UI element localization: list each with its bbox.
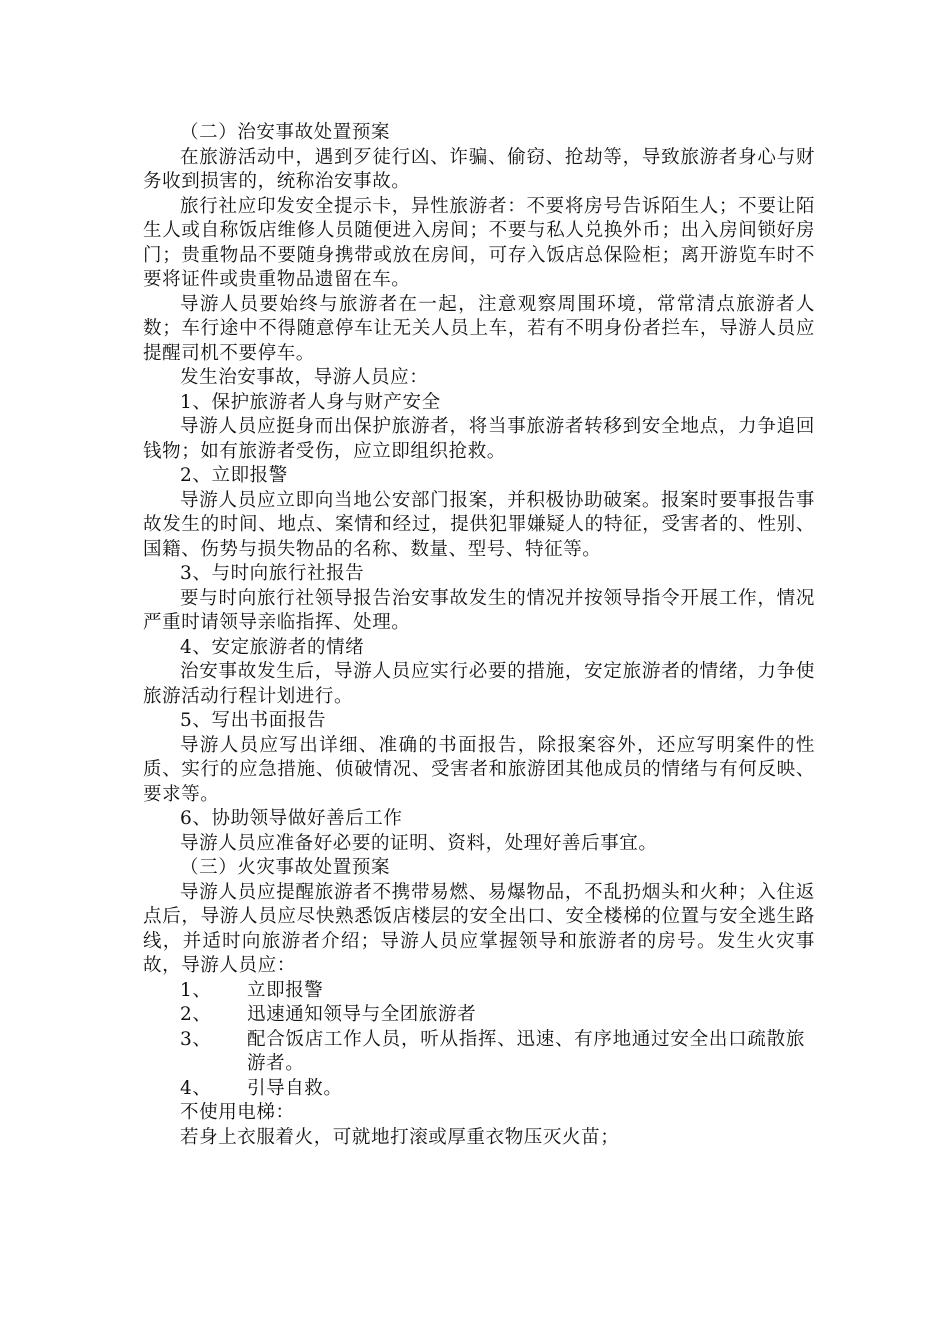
fire-list-item-3 xyxy=(143,1028,815,1077)
step-5-title: 5、写出书面报告 xyxy=(180,710,327,731)
fire-list-item-2 xyxy=(143,1003,815,1028)
fire-list-text: 立即报警 xyxy=(247,979,324,1001)
step-2-title: 2、立即报警 xyxy=(180,465,288,486)
fire-list-text: 引导自救。 xyxy=(247,1077,343,1099)
step-6-title: 6、协助领导做好善后工作 xyxy=(180,808,403,829)
section3-title: （三）火灾事故处置预案 xyxy=(180,857,391,878)
fire-list-text: 配合饭店工作人员，听从指挥、迅速、有序地通过安全出口疏散旅游者。 xyxy=(247,1028,805,1074)
fire-list-item-4 xyxy=(143,1077,815,1102)
no-elevator-paragraph: 不使用电梯： xyxy=(180,1102,295,1123)
fire-list-number: 3、 xyxy=(180,1028,212,1050)
fire-list-number: 2、 xyxy=(180,1004,212,1025)
step-4-title: 4、安定旅游者的情绪 xyxy=(180,636,365,658)
document-body xyxy=(143,121,815,1150)
section2-occur-paragraph: 发生治安事故，导游人员应： xyxy=(180,367,429,388)
step-3-body: 要与时向旅行社领导报告治安事故发生的情况并按领导指令开展工作，情况严重时请领导亲临指挥、处理。 xyxy=(143,587,815,633)
step-1-body: 导游人员应挺身而出保护旅游者，将当事旅游者转移到安全地点，力争追回钱物；如有旅游者受伤，应立即组织抢救。 xyxy=(143,416,815,462)
step-5-body: 导游人员应写出详细、准确的书面报告，除报案容外，还应写明案件的性质、实行的应急措施、侦破情况、受害者和旅游团其他成员的情绪与有何反映、要求等。 xyxy=(143,734,815,805)
clothes-fire-paragraph: 若身上衣服着火，可就地打滚或厚重衣物压灭火苗； xyxy=(180,1126,620,1148)
section3-intro-paragraph: 导游人员应提醒旅游者不携带易燃、易爆物品，不乱扔烟头和火种；入住返点后，导游人员应尽快熟悉饭店楼层的安全出口、安全楼梯的位置与安全逃生路线，并适时向旅游者介绍；导游人员应掌握领导和旅游者的房号。发生火灾事故，导游人员应： xyxy=(143,881,815,976)
step-1-title: 1、保护旅游者人身与财产安全 xyxy=(180,391,441,413)
step-2-body: 导游人员应立即向当地公安部门报案，并积极协助破案。报案时要事报告事故发生的时间、地点、案情和经过，提供犯罪嫌疑人的特征，受害者的、性别、国籍、伤势与损失物品的名称、数量、型号、特征等。 xyxy=(143,489,815,560)
fire-list-number: 1、 xyxy=(180,979,212,1001)
step-6-body: 导游人员应准备好必要的证明、资料，处理好善后事宜。 xyxy=(180,832,658,854)
section2-guide-paragraph: 导游人员要始终与旅游者在一起，注意观察周围环境，常常清点旅游者人数；车行途中不得随意停车让无关人员上车，若有不明身份者拦车，导游人员应提醒司机不要停车。 xyxy=(143,293,815,364)
section2-title: （二）治安事故处置预案 xyxy=(180,122,391,143)
step-4-body: 治安事故发生后，导游人员应实行必要的措施，安定旅游者的情绪，力争使旅游活动行程计划进行。 xyxy=(143,661,815,707)
step-3-title: 3、与时向旅行社报告 xyxy=(180,563,365,584)
fire-list-number: 4、 xyxy=(180,1077,212,1099)
section2-safety-card-paragraph: 旅行社应印发安全提示卡，异性旅游者：不要将房号告诉陌生人；不要让陌生人或自称饭店维修人员随便进入房间；不要与私人兑换外币；出入房间锁好房门；贵重物品不要随身携带或放在房间，可存入饭店总保险柜；离开游览车时不要将证件或贵重物品遗留在车。 xyxy=(143,195,815,290)
section2-intro-paragraph: 在旅游活动中，遇到歹徒行凶、诈骗、偷窃、抢劫等，导致旅游者身心与财务收到损害的，统称治安事故。 xyxy=(143,146,815,192)
fire-list-text: 迅速通知领导与全团旅游者 xyxy=(247,1004,477,1025)
fire-list-item-1 xyxy=(143,979,815,1004)
